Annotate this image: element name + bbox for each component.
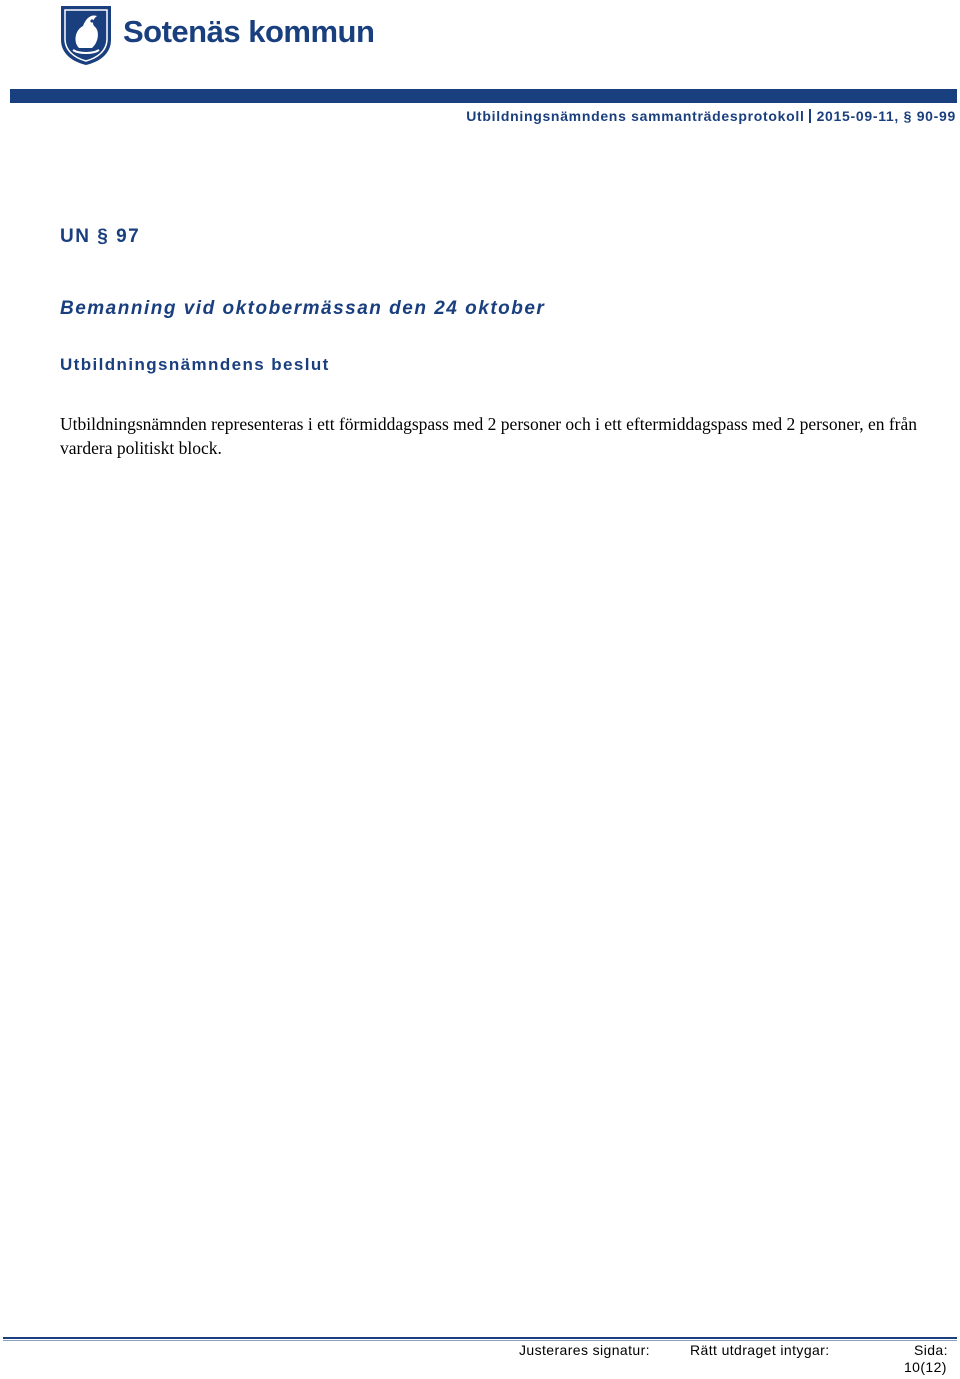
signature-label: Justerares signatur: bbox=[519, 1342, 650, 1358]
item-title: Bemanning vid oktobermässan den 24 oktober bbox=[60, 298, 546, 319]
header-separator bbox=[809, 109, 811, 123]
logo-wordmark: Sotenäs kommun bbox=[123, 14, 375, 49]
municipality-logo bbox=[59, 4, 379, 68]
header-bar bbox=[10, 89, 957, 103]
certified-label: Rätt utdraget intygar: bbox=[690, 1342, 830, 1358]
footer-divider bbox=[3, 1337, 957, 1339]
section-range: 90-99 bbox=[916, 108, 956, 124]
footer-divider-thin bbox=[3, 1340, 957, 1341]
section-symbol: § bbox=[903, 108, 913, 124]
decision-heading: Utbildningsnämndens beslut bbox=[60, 355, 330, 374]
coat-of-arms-icon bbox=[59, 4, 113, 66]
page-number: 10(12) bbox=[904, 1359, 947, 1375]
paragraph-id bbox=[60, 226, 140, 248]
decision-text: Utbildningsnämnden representeras i ett förmiddagspass med 2 personer och i ett eftermiddagspass med 2 personer, en från vardera politiskt block. bbox=[60, 414, 918, 458]
protocol-name: Utbildningsnämndens sammanträdesprotokoll bbox=[466, 108, 805, 124]
protocol-header bbox=[466, 108, 956, 124]
page-label: Sida: bbox=[914, 1342, 948, 1358]
paragraph-number: 97 bbox=[116, 226, 141, 247]
protocol-date: 2015-09-11, bbox=[816, 108, 899, 124]
paragraph-prefix: UN bbox=[60, 226, 91, 247]
paragraph-symbol: § bbox=[97, 226, 110, 247]
